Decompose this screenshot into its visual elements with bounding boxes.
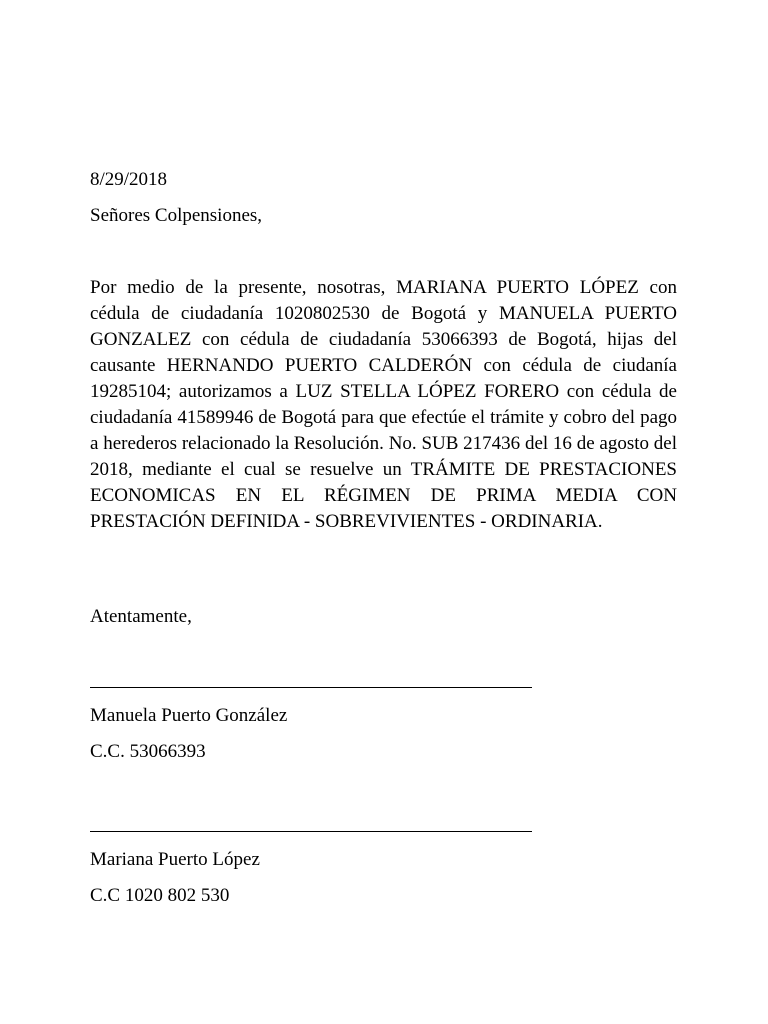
signatory-name-2: Mariana Puerto López [90, 849, 260, 870]
letter-salutation: Señores Colpensiones, [90, 205, 263, 226]
signatory-id-1: C.C. 53066393 [90, 741, 206, 762]
signatory-name-1: Manuela Puerto González [90, 705, 288, 726]
letter-date: 8/29/2018 [90, 169, 168, 190]
letter-body: Por medio de la presente, nosotras, MARIANA PUERTO LÓPEZ con cédula de ciudadanía 1020802530 de Bogotá y MANUELA PUERTO GONZALEZ con cédula de ciudadanía 53066393 de Bogotá, hijas del causante HERNANDO PUERTO CALDERÓN con cédula de ciudanía 19285104; autorizamos a LUZ STELLA LÓPEZ FORERO con cédula de ciudadanía 41589946 de Bogotá para que efectúe el trámite y cobro del pago a herederos relacionado la Resolución. No. SUB 217436 del 16 de agosto del 2018, mediante el cual se resuelve un TRÁMITE DE PRESTACIONES ECONOMICAS EN EL RÉGIMEN DE PRIMA MEDIA CON PRESTACIÓN DEFINIDA - SOBREVIVIENTES - ORDINARIA. [90, 277, 677, 532]
letter-closing: Atentamente, [90, 606, 192, 627]
signatory-id-2: C.C 1020 802 530 [90, 885, 230, 906]
signature-line-2 [90, 831, 532, 832]
signature-line-1 [90, 687, 532, 688]
